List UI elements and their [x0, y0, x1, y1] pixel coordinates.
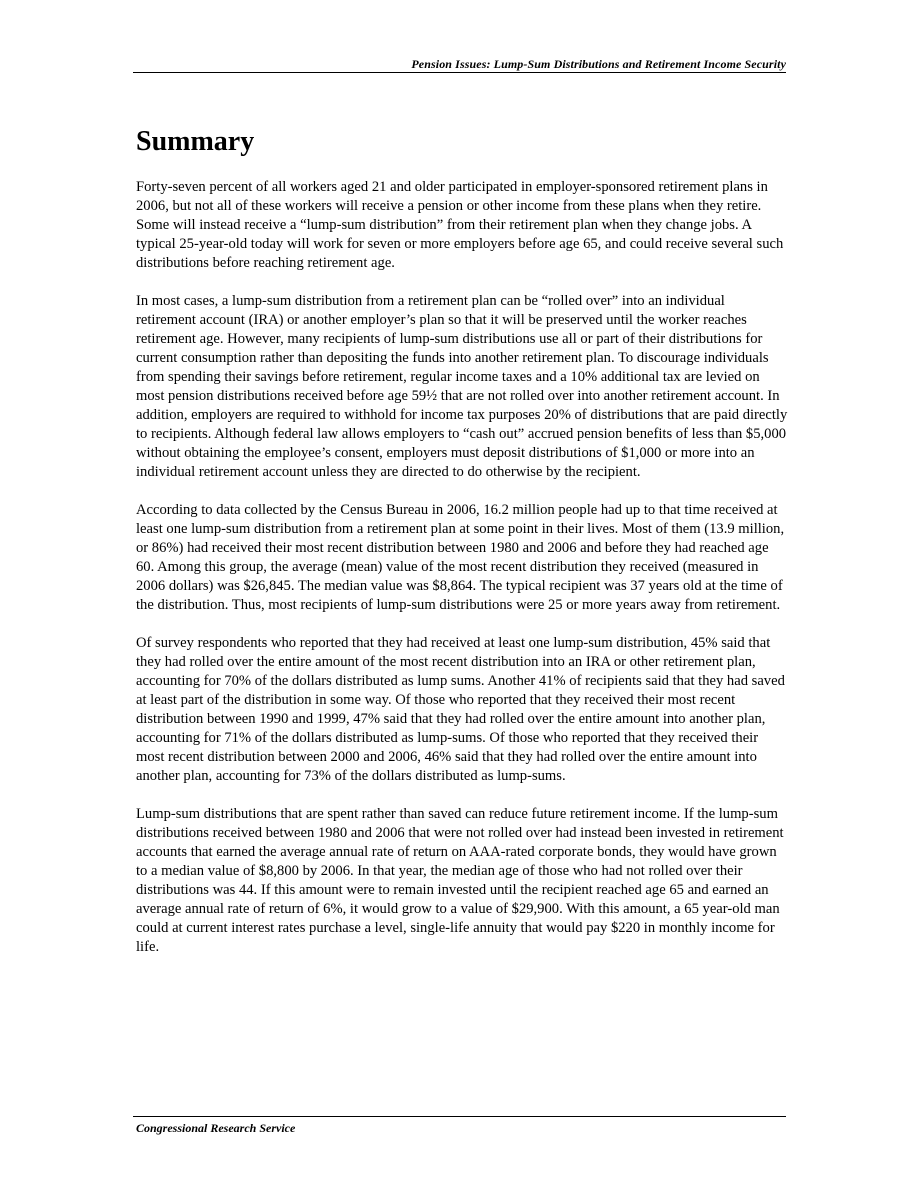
header-rule — [133, 72, 786, 73]
running-footer: Congressional Research Service — [136, 1121, 296, 1135]
paragraph-3: According to data collected by the Census Bureau in 2006, 16.2 million people had up to that time received at least one lump-sum distribution from a retirement plan at some point in their lives. Most of them (13.9 million, or 86%) had received their most recent distribution between 1980 and 2006 and before they had reached age 60. Among this group, the average (mean) value of the most recent distribution they received (measured in 2006 dollars) was $26,845. The median value was $8,864. The typical recipient was 37 years old at the time of the distribution. Thus, most recipients of lump-sum distributions were 25 or more years away from retirement. — [136, 502, 785, 613]
paragraph-5: Lump-sum distributions that are spent rather than saved can reduce future retirement income. If the lump-sum distributions received between 1980 and 2006 that were not rolled over had instead been invested in retirement accounts that earned the average annual rate of return on AAA-rated corporate bonds, they would have grown to a median value of $8,800 by 2006. In that year, the median age of those who had not rolled over their distributions was 44. If this amount were to remain invested until the recipient reached age 65 and earned an average annual rate of return of 6%, it would grow to a value of $29,900. With this amount, a 65 year-old man could at current interest rates purchase a level, single-life annuity that would pay $220 in monthly income for life. — [136, 806, 784, 955]
paragraph-2: In most cases, a lump-sum distribution from a retirement plan can be “rolled over” into an individual retirement account (IRA) or another employer’s plan so that it will be preserved until the worker reaches retirement age. However, many recipients of lump-sum distributions use all or part of their distributions for current consumption rather than depositing the funds into another retirement plan. To discourage individuals from spending their savings before retirement, regular income taxes and a 10% additional tax are levied on most pension distributions received before age 59½ that are not rolled over into another retirement account. In addition, employers are required to withhold for income tax purposes 20% of distributions that are paid directly to recipients. Although federal law allows employers to “cash out” accrued pension benefits of less than $5,000 without obtaining the employee’s consent, employers must deposit distributions of $1,000 or more into an individual retirement account unless they are directed to do otherwise by the recipient. — [136, 293, 788, 480]
body-text — [136, 178, 788, 976]
page-title: Summary — [136, 126, 255, 157]
running-header: Pension Issues: Lump-Sum Distributions and Retirement Income Security — [411, 57, 786, 71]
footer-rule — [133, 1116, 786, 1117]
paragraph-4: Of survey respondents who reported that they had received at least one lump-sum distribution, 45% said that they had rolled over the entire amount of the most recent distribution into an IRA or other retirement plan, accounting for 70% of the dollars distributed as lump sums. Another 41% of recipients said that they had saved at least part of the distribution in some way. Of those who reported that they received their most recent distribution between 1990 and 1999, 47% said that they had rolled over the entire amount into another plan, accounting for 71% of the dollars distributed as lump-sums. Of those who reported that they received their most recent distribution between 2000 and 2006, 46% said that they had rolled over the entire amount into another plan, accounting for 73% of the dollars distributed as lump-sums. — [136, 635, 785, 784]
paragraph-1: Forty-seven percent of all workers aged 21 and older participated in employer-sponsored retirement plans in 2006, but not all of these workers will receive a pension or other income from these plans when they retire. Some will instead receive a “lump-sum distribution” from their retirement plan when they change jobs. A typical 25-year-old today will work for seven or more employers before age 65, and could receive several such distributions before reaching retirement age. — [136, 179, 784, 271]
